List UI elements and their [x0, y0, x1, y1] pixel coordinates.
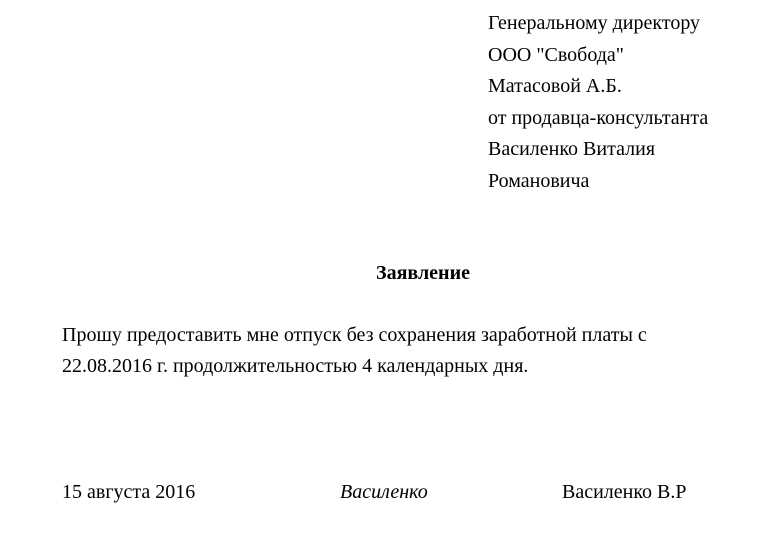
footer-signer-name: Василенко В.Р: [562, 481, 687, 503]
addressee-line-position: Генеральному директору: [488, 12, 701, 34]
addressee-block: [488, 8, 708, 197]
body-line-2: 22.08.2016 г. продолжительностью 4 календарных дня.: [62, 355, 529, 377]
addressee-line-director-name: Матасовой А.Б.: [488, 75, 622, 97]
addressee-line-company: ООО "Свобода": [488, 43, 624, 66]
document-title: Заявление: [376, 262, 470, 284]
addressee-line-applicant-patronymic: Романовича: [488, 169, 590, 192]
application-body: [62, 320, 762, 382]
footer-date: 15 августа 2016: [62, 481, 196, 503]
addressee-line-from-position: от продавца-консультанта: [488, 106, 709, 129]
body-line-1: Прошу предоставить мне отпуск без сохранения заработной платы с: [62, 324, 647, 346]
addressee-line-applicant-name: Василенко Виталия: [488, 138, 656, 160]
handwritten-signature: Василенко: [340, 481, 428, 503]
